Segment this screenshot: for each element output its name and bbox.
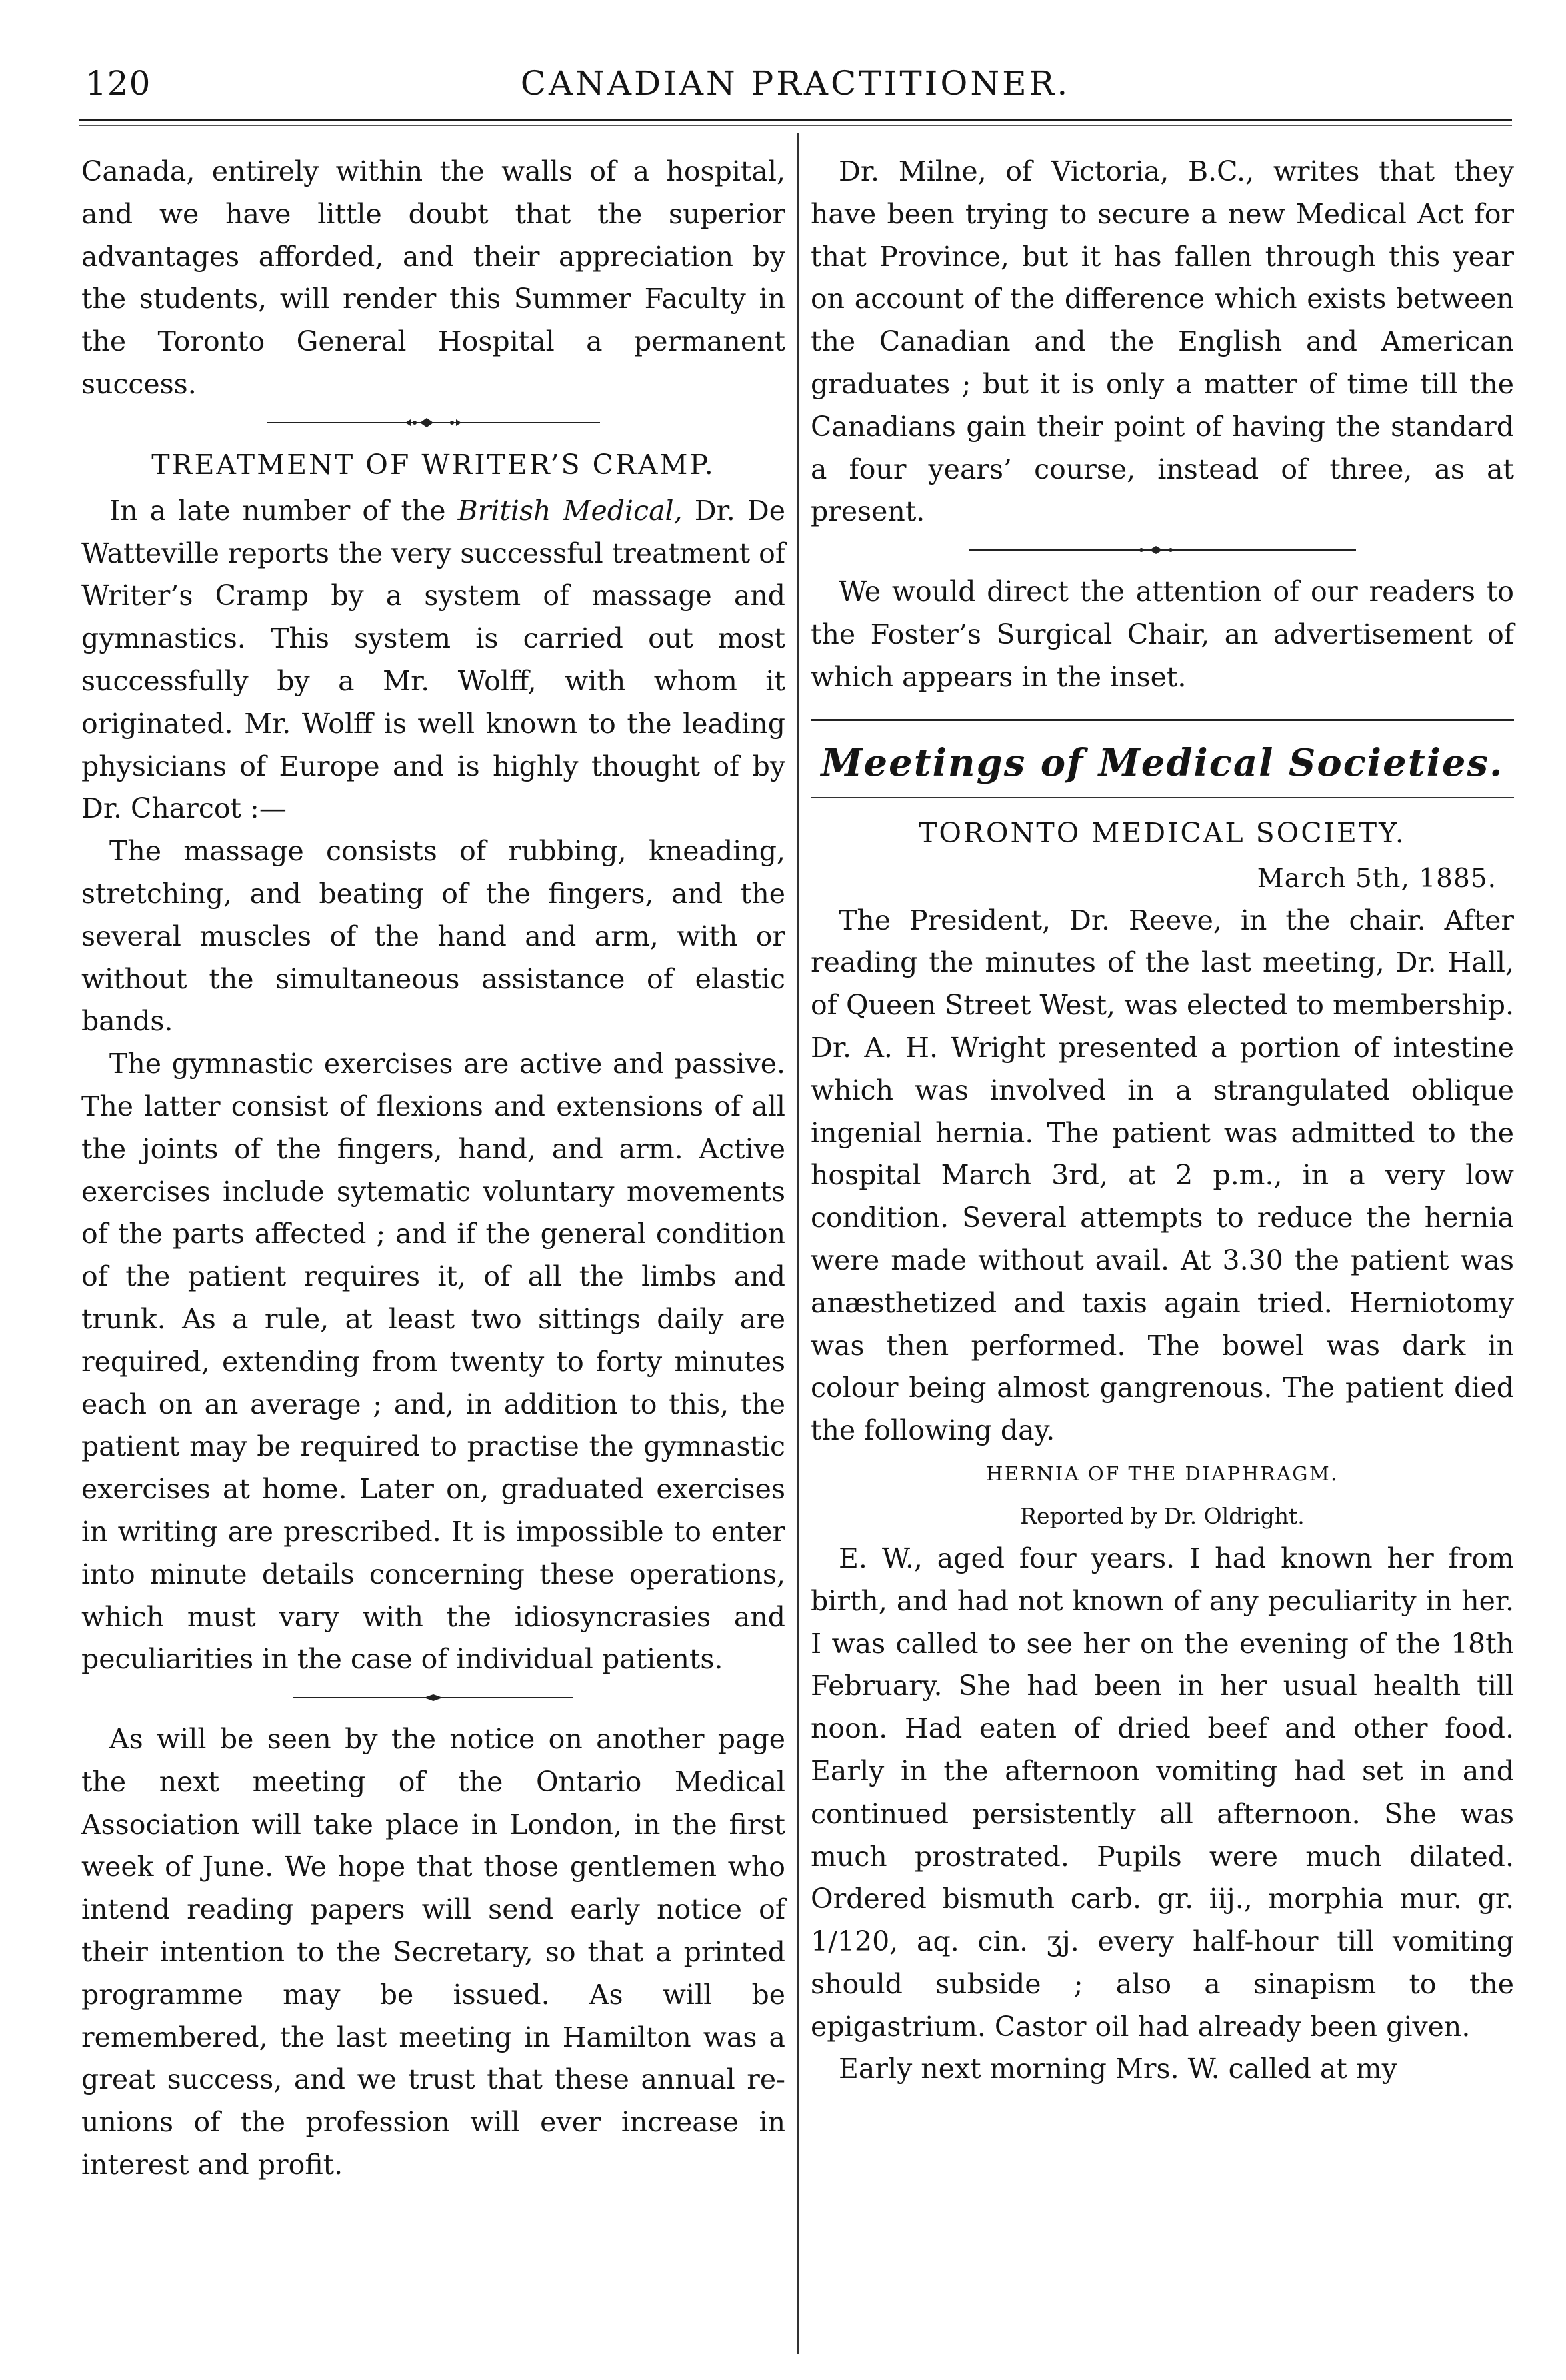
- intro-text-rest: Dr. De Watteville reports the very successful treatment of Writer’s Cramp by a system of massage and gymnastics. This system is carried out most successfully by a Mr. Wolff, with whom it originated. Mr. Wolff is well known to the leading physicians of Europe and is highly thought of by Dr. Charcot :—: [81, 494, 785, 825]
- case-report-paragraph: E. W., aged four years. I had known her from birth, and had not known of any peculiarity in her. I was called to see her on the evening of the 18th February. She had been in her usual health till noon. Had eaten of dried beef and other food. Early in the afternoon vomiting had set in and continued persistently all afternoon. She was much prostrated. Pupils were much dilated. Ordered bismuth carb. gr. iij., morphia mur. gr. 1/120, aq. cin. ʒj. every half-hour till vomiting should subside ; also a sinapism to the epigastrium. Castor oil had already been given.: [811, 1542, 1514, 2043]
- case-continuation-paragraph: Early next morning Mrs. W. called at my: [839, 2053, 1397, 2085]
- summer-faculty-paragraph: Canada, entirely within the walls of a hospital, and we have little doubt that the superior advantages afforded, and their appreciation by the students, will render this Summer Faculty in the Toronto General Hospital a permanent success.: [81, 155, 785, 400]
- page-header: [79, 60, 1512, 120]
- case-byline: Reported by Dr. Oldright.: [1020, 1502, 1305, 1529]
- ornament-divider: [969, 541, 1356, 559]
- massage-paragraph: The massage consists of rubbing, kneading, stretching, and beating of the fingers, and the several muscles of the hand and arm, with or without the simultaneous assistance of elastic bands.: [81, 835, 785, 1038]
- page-number: 120: [85, 64, 151, 103]
- intro-text-start: In a late number of the: [109, 494, 446, 527]
- society-heading: TORONTO MEDICAL SOCIETY.: [919, 816, 1406, 849]
- right-column: [811, 151, 1514, 2091]
- writers-cramp-intro: [81, 490, 785, 830]
- journal-title: British Medical,: [457, 494, 683, 527]
- department-heading: Meetings of Medical Societies.: [821, 740, 1504, 785]
- meeting-date: March 5th, 1885.: [1257, 863, 1497, 894]
- header-rule-thin: [79, 125, 1512, 126]
- ornament-divider-small: [293, 1689, 573, 1706]
- case-subheading: HERNIA OF THE DIAPHRAGM.: [986, 1462, 1339, 1485]
- meeting-paragraph: The President, Dr. Reeve, in the chair. After reading the minutes of the last meeting, Dr. Hall, of Queen Street West, was elected to membership. Dr. A. H. Wright presented a portion of intestine which was involved in a strangulated oblique ingenial hernia. The patient was admitted to the hospital March 3rd, at 2 p.m., in a very low condition. Several attempts to reduce the hernia were made without avail. At 3.30 the patient was anæsthetized and taxis again tried. Herniotomy was then performed. The bowel was dark in colour being almost gangrenous. The patient died the following day.: [811, 904, 1514, 1447]
- writers-cramp-heading: TREATMENT OF WRITER’S CRAMP.: [151, 448, 715, 481]
- department-heading-block: [811, 719, 1514, 798]
- header-rule: [79, 119, 1512, 121]
- ornament-divider: [267, 414, 600, 431]
- left-column: [81, 151, 785, 2187]
- surgical-chair-paragraph: We would direct the attention of our readers to the Foster’s Surgical Chair, an advertisement of which appears in the inset.: [811, 575, 1514, 693]
- ontario-association-paragraph: As will be seen by the notice on another page the next meeting of the Ontario Medical Association will take place in London, in the first week of June. We hope that those gentlemen who intend reading papers will send early notice of their intention to the Secretary, so that a printed programme may be issued. As will be remembered, the last meeting in Hamilton was a great success, and we trust that these annual re-unions of the profession will ever increase in interest and profit.: [81, 1723, 785, 2181]
- gymnastic-paragraph: The gymnastic exercises are active and passive. The latter consist of flexions and extensions of all the joints of the fingers, hand, and arm. Active exercises include sytematic voluntary movements of the parts affected ; and if the general condition of the patient requires it, of all the limbs and trunk. As a rule, at least two sittings daily are required, extending from twenty to forty minutes each on an average ; and, in addition to this, the patient may be required to practise the gymnastic exercises at home. Later on, graduated exercises in writing are prescribed. It is impossible to enter into minute details concerning these operations, which must vary with the idiosyncrasies and peculiarities in the case of individual patients.: [81, 1048, 785, 1676]
- running-head: CANADIAN PRACTITIONER.: [520, 64, 1071, 103]
- department-rule-bottom: [811, 797, 1514, 798]
- column-divider: [797, 133, 799, 2354]
- department-rule: [811, 719, 1514, 721]
- medical-act-paragraph: Dr. Milne, of Victoria, B.C., writes that they have been trying to secure a new Medical Act for that Province, but it has fallen through this year on account of the difference which exists between the Canadian and the English and American graduates ; but it is only a matter of time till the Canadians gain their point of having the standard a four years’ course, instead of three, as at present.: [811, 155, 1514, 528]
